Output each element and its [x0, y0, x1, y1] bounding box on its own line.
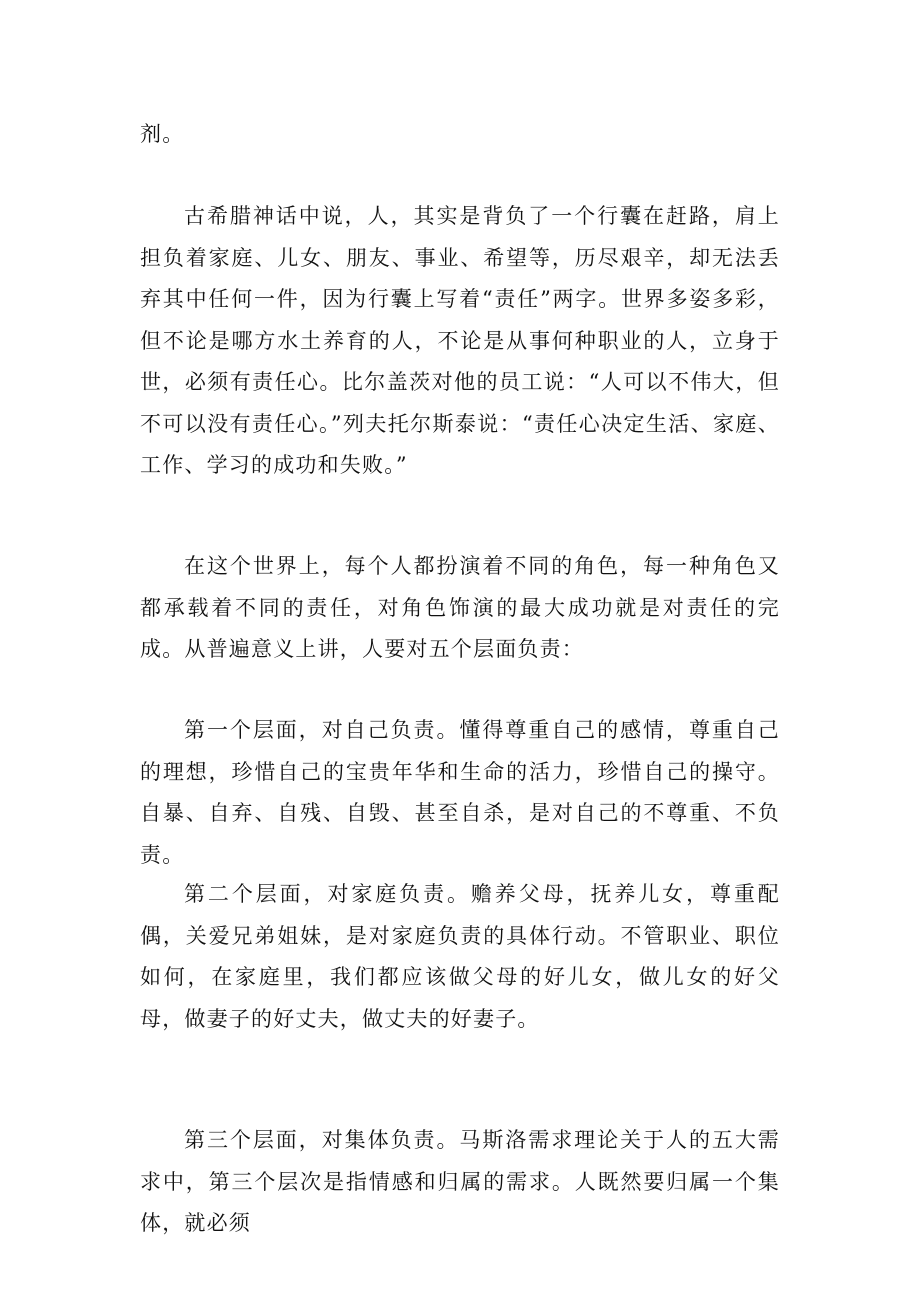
paragraph-level-three: 第三个层面，对集体负责。马斯洛需求理论关于人的五大需求中，第三个层次是指情感和归属的需求。人既然要归属一个集体，就必须 — [140, 1128, 780, 1235]
paragraph-level-two: 第二个层面，对家庭负责。赡养父母，抚养儿女，尊重配偶，关爱兄弟姐妹，是对家庭负责的具体行动。不管职业、职位如何，在家庭里，我们都应该做父母的好儿女，做儿女的好父母，做妻子的好丈夫，做丈夫的好妻子。 — [140, 882, 780, 1031]
paragraph-roles: 在这个世界上，每个人都扮演着不同的角色，每一种角色又都承载着不同的责任，对角色饰演的最大成功就是对责任的完成。从普遍意义上讲，人要对五个层面负责： — [140, 554, 780, 661]
paragraph-continuation: 剂。 — [140, 122, 185, 146]
paragraph-greek-myth: 古希腊神话中说，人，其实是背负了一个行囊在赶路，肩上担负着家庭、儿女、朋友、事业、希望等，历尽艰辛，却无法丢弃其中任何一件，因为行囊上写着“责任”两字。世界多姿多彩，但不论是哪方水土养育的人，不论是从事何种职业的人，立身于世，必须有责任心。比尔盖茨对他的员工说：“人可以不伟大，但不可以没有责任心。”列夫托尔斯泰说：“责任心决定生活、家庭、工作、学习的成功和失败。” — [140, 204, 780, 477]
paragraph-level-one: 第一个层面，对自己负责。懂得尊重自己的感情，尊重自己的理想，珍惜自己的宝贵年华和生命的活力，珍惜自己的操守。自暴、自弃、自残、自毁、甚至自杀，是对自己的不尊重、不负责。 — [140, 718, 780, 867]
